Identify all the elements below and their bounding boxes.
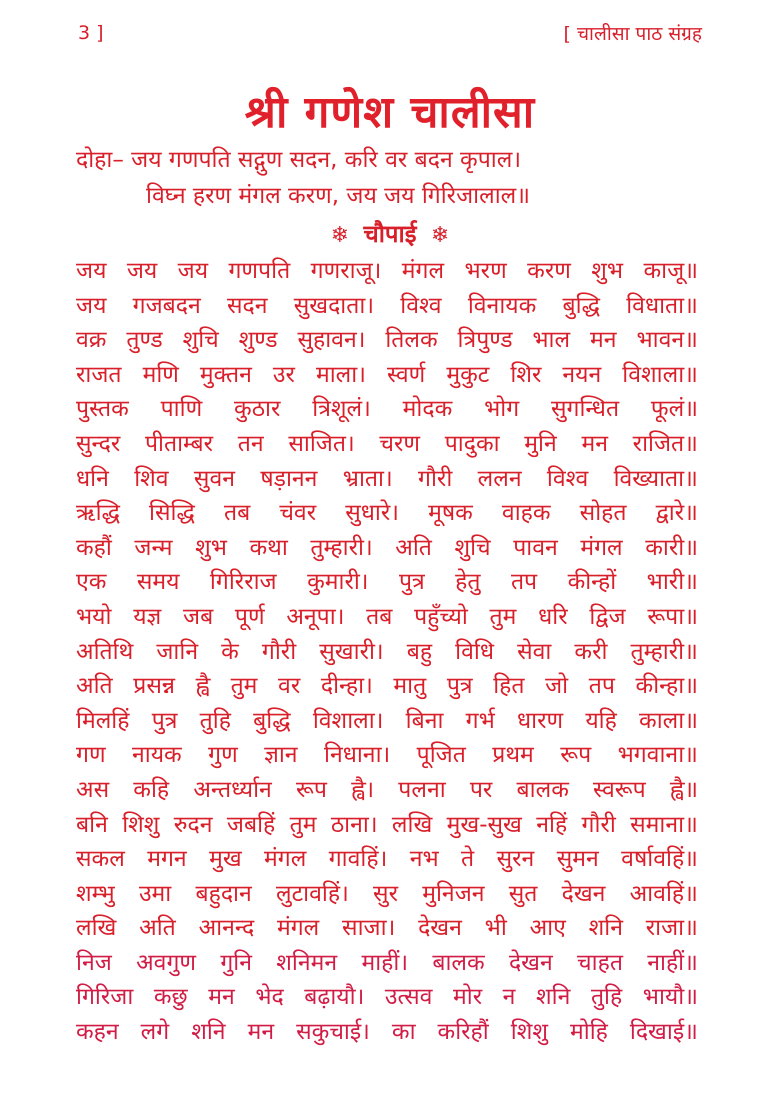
verse-line bbox=[76, 392, 698, 427]
verse-word: अतिथि bbox=[76, 638, 134, 665]
chaupai-heading bbox=[0, 216, 780, 252]
verse-word: मंगल bbox=[401, 258, 445, 284]
verse-word: कुठार bbox=[234, 396, 281, 423]
verse-word: यहि bbox=[585, 707, 617, 734]
verse-word: तप bbox=[588, 673, 615, 700]
verse-word: राजत bbox=[76, 361, 122, 388]
verse-word: मन bbox=[208, 984, 235, 1011]
verse-word: सुर bbox=[373, 880, 398, 907]
verse-word: गिरिराज bbox=[209, 569, 277, 596]
verse-word: सुमन bbox=[556, 846, 599, 873]
verse-word: राजित॥ bbox=[632, 430, 698, 457]
verse-word: समय bbox=[136, 569, 180, 596]
verse-word: मुख-सुख bbox=[446, 811, 522, 838]
verse-word: वर्षावहिं॥ bbox=[621, 846, 698, 873]
verse-line bbox=[76, 842, 698, 877]
verse-word: पादुका bbox=[444, 430, 500, 457]
verse-word: नहिं bbox=[536, 811, 568, 838]
verse-word: पाणि bbox=[160, 396, 203, 423]
verse-word: तब bbox=[366, 603, 393, 630]
verse-word: कहन bbox=[76, 1019, 119, 1046]
verse-word: तन bbox=[237, 430, 264, 457]
verse-word: त्रिपुण्ड bbox=[457, 327, 513, 354]
verse-word: भी bbox=[484, 915, 507, 942]
verse-word: बुद्धि bbox=[562, 292, 600, 319]
verse-word: गर्भ bbox=[465, 707, 495, 734]
verse-word: गिरिजा bbox=[76, 984, 134, 1011]
verse-word: पहुँच्यो bbox=[414, 603, 468, 630]
verse-word: मातु bbox=[393, 673, 427, 700]
verse-word: साजा। bbox=[342, 915, 396, 942]
verse-word: शनि bbox=[536, 984, 571, 1011]
snowflake-ornament-icon: ❄ bbox=[330, 223, 350, 248]
verse-word: विशाला॥ bbox=[622, 361, 698, 388]
page-title: श्री गणेश चालीसा bbox=[244, 87, 536, 138]
verse-word: शनि bbox=[588, 915, 623, 942]
verse-word: निधाना। bbox=[323, 742, 391, 769]
verse-word: अति bbox=[76, 673, 113, 700]
verse-word: मिलहिं bbox=[76, 707, 130, 734]
verse-word: बहु bbox=[406, 638, 433, 665]
verse-word: द्वारे॥ bbox=[655, 500, 698, 527]
verse-line bbox=[76, 358, 698, 393]
verse-word: बालक bbox=[516, 776, 569, 803]
verse-line bbox=[76, 254, 698, 289]
verse-word: बहुदान bbox=[195, 880, 252, 907]
verse-word: मंगल bbox=[580, 534, 623, 561]
verse-line bbox=[76, 980, 698, 1015]
verse-word: पर bbox=[469, 776, 493, 803]
verse-word: मूषक bbox=[428, 500, 473, 527]
verse-word: चरण bbox=[379, 430, 421, 457]
verse-word: शिर bbox=[510, 361, 542, 388]
verse-word: स्वरूप bbox=[593, 776, 646, 803]
verse-word: मन bbox=[581, 430, 608, 457]
verse-word: दिखाई॥ bbox=[629, 1019, 698, 1046]
verse-word: कहि bbox=[133, 776, 170, 803]
verse-word: मुक्तन bbox=[199, 361, 252, 388]
verse-word: सुहावन। bbox=[297, 327, 366, 354]
verse-word: करी bbox=[574, 638, 608, 665]
verse-word: रूपा॥ bbox=[647, 603, 698, 630]
verse-word: मंगल bbox=[264, 846, 307, 873]
verse-word: रूप bbox=[295, 776, 327, 803]
verse-word: अनूपा। bbox=[286, 603, 345, 630]
verse-word: कारी॥ bbox=[645, 534, 698, 561]
verse-word: करण bbox=[527, 258, 571, 284]
verse-word: मोदक bbox=[402, 396, 453, 423]
verse-word: भ्राता। bbox=[342, 465, 393, 492]
verse-word: उमा bbox=[138, 880, 172, 907]
verse-word: तुम्हारी। bbox=[310, 534, 373, 561]
verse-word: शम्भु bbox=[76, 880, 115, 907]
verse-word: बनि bbox=[76, 811, 108, 838]
verse-line bbox=[76, 462, 698, 497]
verse-word: जय bbox=[76, 258, 107, 284]
verse-list bbox=[76, 254, 698, 1050]
verse-word: पुस्तक bbox=[76, 396, 129, 423]
verse-word: रुदन bbox=[173, 811, 213, 838]
verse-word: हेतु bbox=[455, 569, 481, 596]
verse-word: सदन bbox=[226, 292, 268, 319]
verse-word: सकुचाई। bbox=[296, 1019, 370, 1046]
verse-word: पुत्र bbox=[446, 673, 473, 700]
verse-word: तुम bbox=[289, 811, 317, 838]
verse-word: समाना॥ bbox=[630, 811, 698, 838]
verse-word: पलना bbox=[398, 776, 446, 803]
verse-word: फूलं॥ bbox=[650, 396, 698, 423]
verse-word: विख्याता॥ bbox=[613, 465, 698, 492]
verse-word: जानि bbox=[156, 638, 199, 665]
verse-word: राजा॥ bbox=[645, 915, 698, 942]
verse-word: पूर्ण bbox=[234, 603, 265, 630]
verse-word: यज्ञ bbox=[133, 603, 162, 630]
verse-word: पूजित bbox=[416, 742, 466, 769]
verse-word: षड़ानन bbox=[260, 465, 318, 492]
verse-word: कछु bbox=[153, 984, 188, 1011]
verse-word: साजित। bbox=[288, 430, 355, 457]
verse-line bbox=[76, 946, 698, 981]
verse-line bbox=[76, 773, 698, 808]
verse-word: जो bbox=[545, 673, 569, 700]
verse-word: अति bbox=[395, 534, 432, 561]
verse-word: वर bbox=[278, 673, 301, 700]
verse-line bbox=[76, 323, 698, 358]
verse-line bbox=[76, 531, 698, 566]
verse-word: चंवर bbox=[279, 500, 317, 527]
verse-word: विशाला। bbox=[312, 707, 384, 734]
verse-word: मगन bbox=[147, 846, 187, 873]
verse-word: पुत्र bbox=[151, 707, 178, 734]
verse-word: त्रिशूलं। bbox=[312, 396, 371, 423]
verse-word: भारी॥ bbox=[646, 569, 698, 596]
verse-word: मणि bbox=[142, 361, 179, 388]
verse-word: माला। bbox=[315, 361, 366, 388]
verse-word: मुकुट bbox=[446, 361, 490, 388]
verse-word: कीन्हों bbox=[567, 569, 617, 596]
verse-line bbox=[76, 496, 698, 531]
verse-word: तुहि bbox=[590, 984, 623, 1011]
verse-word: विनायक bbox=[467, 292, 537, 319]
page-header bbox=[78, 18, 702, 48]
verse-word: लगे bbox=[140, 1019, 170, 1046]
verse-word: पीताम्बर bbox=[144, 430, 214, 457]
verse-word: सुवन bbox=[193, 465, 236, 492]
verse-word: भोग bbox=[484, 396, 520, 423]
verse-word: शिव bbox=[134, 465, 169, 492]
verse-line bbox=[76, 669, 698, 704]
verse-word: कुमारी। bbox=[307, 569, 369, 596]
verse-word: भगवाना॥ bbox=[617, 742, 698, 769]
verse-word: ह्वै। bbox=[351, 776, 375, 803]
verse-word: गौरी bbox=[418, 465, 453, 492]
verse-word: ते bbox=[461, 846, 475, 873]
verse-word: शुचि bbox=[182, 327, 219, 354]
verse-word: शनिमन bbox=[276, 949, 338, 976]
verse-word: भाल bbox=[532, 327, 571, 354]
verse-word: का bbox=[391, 1019, 416, 1046]
verse-word: अन्तर्ध्यान bbox=[193, 776, 272, 803]
verse-word: न bbox=[502, 984, 516, 1011]
verse-word: उर bbox=[272, 361, 295, 388]
verse-word: निज bbox=[76, 949, 112, 976]
verse-word: वक्र bbox=[76, 327, 107, 354]
verse-word: मुनिजन bbox=[422, 880, 485, 907]
verse-word: नायक bbox=[131, 742, 182, 769]
verse-word: सुधारे। bbox=[345, 500, 400, 527]
verse-word: ललन bbox=[477, 465, 522, 492]
verse-word: शुभ bbox=[195, 534, 227, 561]
verse-word: हित bbox=[493, 673, 525, 700]
verse-word: भावन॥ bbox=[636, 327, 698, 354]
verse-word: लखि bbox=[391, 811, 433, 838]
verse-word: तब bbox=[223, 500, 251, 527]
verse-word: सुगन्धित bbox=[550, 396, 620, 423]
verse-line bbox=[76, 877, 698, 912]
verse-word: मुनि bbox=[524, 430, 557, 457]
verse-word: माहीं। bbox=[361, 949, 409, 976]
verse-word: प्रथम bbox=[492, 742, 534, 769]
verse-word: पावन bbox=[513, 534, 558, 561]
verse-word: पुत्र bbox=[398, 569, 425, 596]
page-number: 3 ] bbox=[78, 22, 104, 44]
verse-word: कथा bbox=[249, 534, 288, 561]
verse-line bbox=[76, 1015, 698, 1050]
verse-word: एक bbox=[76, 569, 107, 596]
verse-word: ऋद्धि bbox=[76, 500, 120, 527]
verse-word: तुम bbox=[489, 603, 517, 630]
verse-word: बढ़ायौ। bbox=[304, 984, 365, 1011]
verse-word: ह्वै॥ bbox=[669, 776, 698, 803]
verse-line bbox=[76, 911, 698, 946]
doha-line-1: दोहा– जय गणपति सद्गुण सदन, करि वर बदन कृपाल। bbox=[76, 147, 522, 173]
verse-word: विधि bbox=[455, 638, 494, 665]
verse-word: नभ bbox=[409, 846, 439, 873]
verse-word: गजबदन bbox=[132, 292, 201, 319]
verse-word: सकल bbox=[76, 846, 125, 873]
doha-line-2: विघ्न हरण मंगल करण, जय जय गिरिजालाल॥ bbox=[146, 183, 531, 209]
verse-word: देखन bbox=[561, 880, 606, 907]
verse-word: अवगुण bbox=[136, 949, 197, 976]
verse-word: मन bbox=[247, 1019, 275, 1046]
verse-word: गुनि bbox=[220, 949, 252, 976]
verse-word: आवहिं॥ bbox=[629, 880, 698, 907]
verse-word: बिना bbox=[405, 707, 444, 734]
verse-word: धनि bbox=[76, 465, 109, 492]
verse-line bbox=[76, 600, 698, 635]
verse-word: विधाता॥ bbox=[626, 292, 698, 319]
verse-word: गणपति bbox=[228, 258, 291, 284]
verse-word: सिद्धि bbox=[149, 500, 195, 527]
verse-word: दीन्हा। bbox=[320, 673, 373, 700]
verse-word: सोहत bbox=[579, 500, 627, 527]
verse-word: तिलक bbox=[385, 327, 438, 354]
verse-word: मोहि bbox=[569, 1019, 608, 1046]
doha-section bbox=[0, 142, 780, 214]
verse-line bbox=[76, 738, 698, 773]
verse-word: भायौ॥ bbox=[642, 984, 698, 1011]
verse-word: स्वर्ण bbox=[386, 361, 426, 388]
verse-word: वाहक bbox=[501, 500, 551, 527]
book-title: [ चालीसा पाठ संग्रह bbox=[563, 23, 702, 45]
verse-word: देखन bbox=[508, 949, 553, 976]
verse-word: सुखारी। bbox=[319, 638, 384, 665]
verse-word: देखन bbox=[418, 915, 462, 942]
verse-word: विश्व bbox=[400, 292, 442, 319]
verse-word: शुभ bbox=[591, 258, 624, 284]
verse-word: मोर bbox=[452, 984, 483, 1011]
verse-word: काला॥ bbox=[639, 707, 698, 734]
verse-word: तप bbox=[510, 569, 538, 596]
verse-word: शिशु bbox=[510, 1019, 548, 1046]
verse-word: जय bbox=[126, 258, 158, 284]
verse-line bbox=[76, 427, 698, 462]
verse-word: ज्ञान bbox=[264, 742, 298, 769]
verse-word: भेद bbox=[255, 984, 284, 1011]
verse-word: मुख bbox=[209, 846, 242, 873]
verse-word: शुचि bbox=[454, 534, 491, 561]
verse-word: जन्म bbox=[134, 534, 173, 561]
verse-word: तुण्ड bbox=[126, 327, 163, 354]
verse-word: चाहत bbox=[577, 949, 623, 976]
verse-word: सेवा bbox=[517, 638, 552, 665]
verse-word: जबहिं bbox=[226, 811, 276, 838]
verse-line bbox=[76, 565, 698, 600]
verse-word: नयन bbox=[562, 361, 602, 388]
verse-word: बुद्धि bbox=[253, 707, 291, 734]
verse-word: मंगल bbox=[276, 915, 320, 942]
verse-word: के bbox=[221, 638, 239, 665]
verse-word: करिहौं bbox=[437, 1019, 489, 1046]
verse-word: शिशु bbox=[122, 811, 160, 838]
verse-word: गणराजू। bbox=[310, 258, 382, 284]
verse-word: ठाना। bbox=[330, 811, 378, 838]
verse-word: रूप bbox=[560, 742, 592, 769]
verse-word: जय bbox=[177, 258, 209, 284]
verse-word: जब bbox=[183, 603, 214, 630]
verse-word: आनन्द bbox=[198, 915, 255, 942]
verse-word: भरण bbox=[464, 258, 507, 284]
chaupai-label: चौपाई bbox=[363, 220, 417, 248]
verse-word: गौरी bbox=[581, 811, 616, 838]
verse-line bbox=[76, 289, 698, 324]
verse-word: आए bbox=[529, 915, 566, 942]
verse-word: धरि bbox=[538, 603, 568, 630]
snowflake-ornament-icon: ❄ bbox=[430, 223, 450, 248]
verse-word: तुम्हारी॥ bbox=[630, 638, 698, 665]
verse-word: लखि bbox=[76, 915, 117, 942]
verse-word: भयो bbox=[76, 603, 112, 630]
verse-word: विश्व bbox=[546, 465, 589, 492]
verse-line bbox=[76, 635, 698, 670]
verse-word: धारण bbox=[516, 707, 564, 734]
verse-word: तुहि bbox=[199, 707, 231, 734]
verse-word: गुण bbox=[208, 742, 238, 769]
verse-word: प्रसन्न bbox=[133, 673, 175, 700]
verse-word: शनि bbox=[191, 1019, 226, 1046]
verse-word: गौरी bbox=[261, 638, 297, 665]
verse-word: मन bbox=[590, 327, 617, 354]
verse-word: काजू॥ bbox=[643, 258, 698, 284]
verse-word: नाहीं॥ bbox=[647, 949, 698, 976]
verse-word: सुन्दर bbox=[76, 430, 121, 457]
verse-word: तुम bbox=[230, 673, 258, 700]
verse-word: गावहिं। bbox=[328, 846, 388, 873]
verse-word: उत्सव bbox=[384, 984, 433, 1011]
verse-word: गण bbox=[76, 742, 106, 769]
verse-word: अति bbox=[139, 915, 176, 942]
verse-word: ह्वै bbox=[195, 673, 210, 700]
verse-line bbox=[76, 704, 698, 739]
verse-word: द्विज bbox=[589, 603, 626, 630]
verse-word: बालक bbox=[432, 949, 485, 976]
verse-word: सुखदाता। bbox=[293, 292, 375, 319]
verse-word: लुटावहिं। bbox=[275, 880, 349, 907]
verse-word: कीन्हा॥ bbox=[635, 673, 698, 700]
verse-word: अस bbox=[76, 776, 110, 803]
verse-line bbox=[76, 808, 698, 843]
verse-word: सुत bbox=[508, 880, 538, 907]
verse-word: शुण्ड bbox=[238, 327, 278, 354]
verse-word: कहौं bbox=[76, 534, 112, 561]
verse-word: सुरन bbox=[496, 846, 535, 873]
verse-word: जय bbox=[76, 292, 107, 319]
